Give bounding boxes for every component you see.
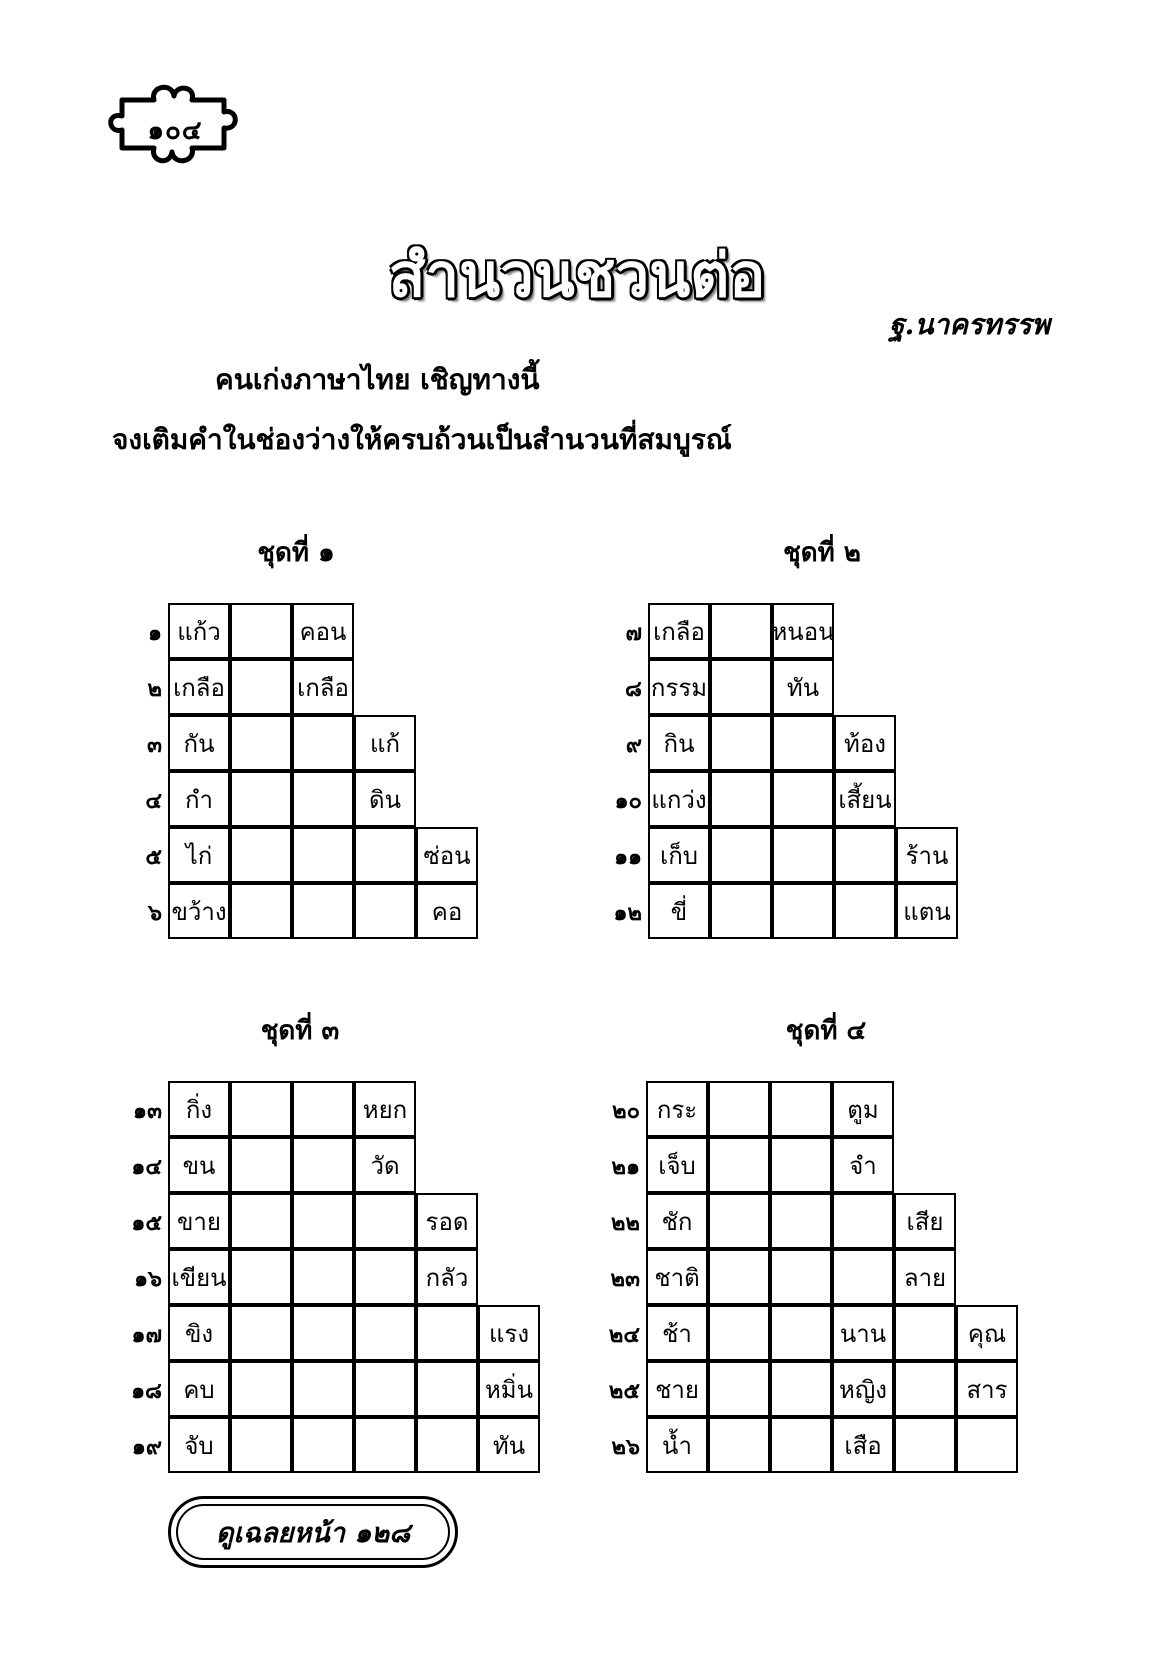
blank-answer-cell[interactable] bbox=[770, 1417, 832, 1473]
word-cell: ดิน bbox=[354, 771, 416, 827]
blank-answer-cell[interactable] bbox=[354, 1417, 416, 1473]
blank-answer-cell[interactable] bbox=[834, 827, 896, 883]
page-number: ๑๐๔ bbox=[147, 116, 203, 146]
blank-answer-cell[interactable] bbox=[708, 1361, 770, 1417]
instruction-line-2: จงเติมคำในช่องว่างให้ครบถ้วนเป็นสำนวนที่สมบูรณ์ bbox=[112, 423, 732, 456]
row-number: ๓ bbox=[146, 732, 162, 758]
row-number: ๑๖ bbox=[134, 1266, 162, 1292]
word-cell: แรง bbox=[478, 1305, 540, 1361]
blank-answer-cell[interactable] bbox=[230, 1081, 292, 1137]
word-cell: เสีย bbox=[894, 1193, 956, 1249]
word-cell: เกลือ bbox=[648, 603, 710, 659]
word-cell: หญิง bbox=[832, 1361, 894, 1417]
set-4-label: ชุดที่ ๔ bbox=[785, 1016, 867, 1046]
blank-answer-cell[interactable] bbox=[772, 771, 834, 827]
word-cell: ขิง bbox=[168, 1305, 230, 1361]
word-cell: จำ bbox=[832, 1137, 894, 1193]
blank-answer-cell[interactable] bbox=[230, 1249, 292, 1305]
blank-answer-cell[interactable] bbox=[710, 827, 772, 883]
blank-answer-cell[interactable] bbox=[832, 1193, 894, 1249]
word-cell: คอน bbox=[292, 603, 354, 659]
word-cell: รอด bbox=[416, 1193, 478, 1249]
blank-answer-cell[interactable] bbox=[710, 603, 772, 659]
blank-answer-cell[interactable] bbox=[772, 883, 834, 939]
blank-answer-cell[interactable] bbox=[230, 1193, 292, 1249]
blank-answer-cell[interactable] bbox=[230, 715, 292, 771]
blank-answer-cell[interactable] bbox=[770, 1137, 832, 1193]
blank-answer-cell[interactable] bbox=[894, 1305, 956, 1361]
blank-answer-cell[interactable] bbox=[710, 659, 772, 715]
word-cell: เจ็บ bbox=[646, 1137, 708, 1193]
word-cell: ไก่ bbox=[168, 827, 230, 883]
blank-answer-cell[interactable] bbox=[292, 827, 354, 883]
blank-answer-cell[interactable] bbox=[354, 1193, 416, 1249]
blank-answer-cell[interactable] bbox=[230, 1417, 292, 1473]
word-cell: กลัว bbox=[416, 1249, 478, 1305]
blank-answer-cell[interactable] bbox=[416, 1305, 478, 1361]
word-cell: เขียน bbox=[168, 1249, 230, 1305]
word-cell: คอ bbox=[416, 883, 478, 939]
blank-answer-cell[interactable] bbox=[770, 1081, 832, 1137]
word-cell: ขน bbox=[168, 1137, 230, 1193]
blank-answer-cell[interactable] bbox=[770, 1361, 832, 1417]
word-cell: หมิ่น bbox=[478, 1361, 540, 1417]
set-2-label: ชุดที่ ๒ bbox=[783, 538, 861, 568]
word-cell: คบ bbox=[168, 1361, 230, 1417]
answer-key-label: ดูเฉลยหน้า ๑๒๘ bbox=[215, 1517, 411, 1549]
blank-answer-cell[interactable] bbox=[710, 883, 772, 939]
blank-answer-cell[interactable] bbox=[292, 715, 354, 771]
blank-answer-cell[interactable] bbox=[772, 827, 834, 883]
word-cell: จับ bbox=[168, 1417, 230, 1473]
blank-answer-cell[interactable] bbox=[292, 1193, 354, 1249]
answer-key-link[interactable] bbox=[168, 1496, 458, 1568]
row-number: ๒๐ bbox=[612, 1098, 640, 1124]
row-number: ๒๕ bbox=[608, 1378, 640, 1404]
word-cell: ซ่อน bbox=[416, 827, 478, 883]
blank-answer-cell[interactable] bbox=[354, 827, 416, 883]
blank-answer-cell[interactable] bbox=[230, 603, 292, 659]
blank-answer-cell[interactable] bbox=[772, 715, 834, 771]
word-cell: น้ำ bbox=[646, 1417, 708, 1473]
word-cell: นาน bbox=[832, 1305, 894, 1361]
word-cell: ตูม bbox=[832, 1081, 894, 1137]
blank-answer-cell[interactable] bbox=[708, 1081, 770, 1137]
row-number: ๑๗ bbox=[131, 1322, 162, 1348]
row-number: ๑๐ bbox=[614, 788, 642, 814]
row-number: ๒๒ bbox=[610, 1210, 640, 1236]
blank-answer-cell[interactable] bbox=[230, 1305, 292, 1361]
blank-answer-cell[interactable] bbox=[292, 771, 354, 827]
blank-answer-cell[interactable] bbox=[416, 1417, 478, 1473]
row-number: ๑๔ bbox=[131, 1154, 162, 1180]
row-number: ๑๘ bbox=[131, 1378, 162, 1404]
blank-answer-cell[interactable] bbox=[292, 1305, 354, 1361]
row-number: ๗ bbox=[625, 620, 642, 646]
blank-answer-cell[interactable] bbox=[770, 1249, 832, 1305]
row-number: ๑๑ bbox=[614, 844, 642, 870]
blank-answer-cell[interactable] bbox=[708, 1249, 770, 1305]
row-number: ๘ bbox=[625, 676, 642, 702]
word-cell: กิน bbox=[648, 715, 710, 771]
word-cell: แก้ว bbox=[168, 603, 230, 659]
word-cell: กัน bbox=[168, 715, 230, 771]
word-cell: ร้าน bbox=[896, 827, 958, 883]
row-number: ๔ bbox=[145, 788, 162, 814]
word-cell: คุณ bbox=[956, 1305, 1018, 1361]
blank-answer-cell[interactable] bbox=[354, 1361, 416, 1417]
blank-answer-cell[interactable] bbox=[354, 1305, 416, 1361]
row-number: ๒๑ bbox=[611, 1154, 640, 1180]
blank-answer-cell[interactable] bbox=[708, 1137, 770, 1193]
word-cell: แกว่ง bbox=[648, 771, 710, 827]
author-name: ฐ.นาครทรรพ bbox=[889, 308, 1050, 341]
word-cell: ชัก bbox=[646, 1193, 708, 1249]
row-number: ๑๙ bbox=[131, 1434, 162, 1460]
row-number: ๑๓ bbox=[132, 1098, 162, 1124]
blank-answer-cell[interactable] bbox=[894, 1361, 956, 1417]
word-cell: ช้า bbox=[646, 1305, 708, 1361]
word-cell: กำ bbox=[168, 771, 230, 827]
word-cell: ขาย bbox=[168, 1193, 230, 1249]
blank-answer-cell[interactable] bbox=[710, 715, 772, 771]
blank-answer-cell[interactable] bbox=[770, 1305, 832, 1361]
blank-answer-cell[interactable] bbox=[708, 1417, 770, 1473]
blank-answer-cell[interactable] bbox=[230, 1361, 292, 1417]
row-number: ๒๓ bbox=[610, 1266, 640, 1292]
blank-answer-cell[interactable] bbox=[292, 1137, 354, 1193]
word-cell: ชาติ bbox=[646, 1249, 708, 1305]
word-cell: สาร bbox=[956, 1361, 1018, 1417]
blank-answer-cell[interactable] bbox=[354, 1249, 416, 1305]
row-number: ๒ bbox=[147, 676, 162, 702]
set-1-label: ชุดที่ ๑ bbox=[257, 538, 335, 568]
blank-answer-cell[interactable] bbox=[834, 883, 896, 939]
blank-answer-cell[interactable] bbox=[708, 1193, 770, 1249]
word-cell: กระ bbox=[646, 1081, 708, 1137]
word-cell: เสี้ยน bbox=[834, 771, 896, 827]
blank-answer-cell[interactable] bbox=[292, 1249, 354, 1305]
word-cell: ทัน bbox=[478, 1417, 540, 1473]
word-cell: ขว้าง bbox=[168, 883, 230, 939]
word-cell: ขี่ bbox=[648, 883, 710, 939]
blank-answer-cell[interactable] bbox=[292, 883, 354, 939]
word-cell: ทัน bbox=[772, 659, 834, 715]
blank-answer-cell[interactable] bbox=[230, 883, 292, 939]
blank-answer-cell[interactable] bbox=[770, 1193, 832, 1249]
word-cell: แตน bbox=[896, 883, 958, 939]
blank-answer-cell[interactable] bbox=[292, 1361, 354, 1417]
row-number: ๙ bbox=[625, 732, 642, 758]
blank-answer-cell[interactable] bbox=[292, 1081, 354, 1137]
word-cell: ท้อง bbox=[834, 715, 896, 771]
word-cell: ลาย bbox=[894, 1249, 956, 1305]
word-cell: หนอน bbox=[772, 603, 834, 659]
puzzle-piece-badge bbox=[104, 78, 246, 170]
word-cell: เก็บ bbox=[648, 827, 710, 883]
word-cell: วัด bbox=[354, 1137, 416, 1193]
page-title: สำนวนชวนต่อ bbox=[388, 241, 766, 311]
row-number: ๕ bbox=[145, 844, 162, 870]
blank-answer-cell[interactable] bbox=[230, 771, 292, 827]
blank-answer-cell[interactable] bbox=[956, 1417, 1018, 1473]
word-cell: เสือ bbox=[832, 1417, 894, 1473]
blank-answer-cell[interactable] bbox=[292, 1417, 354, 1473]
blank-answer-cell[interactable] bbox=[894, 1417, 956, 1473]
row-number: ๑๕ bbox=[131, 1210, 162, 1236]
row-number: ๑ bbox=[148, 620, 162, 646]
row-number: ๒๔ bbox=[608, 1322, 640, 1348]
blank-answer-cell[interactable] bbox=[230, 1137, 292, 1193]
set-3-label: ชุดที่ ๓ bbox=[260, 1016, 340, 1046]
word-cell: ชาย bbox=[646, 1361, 708, 1417]
word-cell: แก้ bbox=[354, 715, 416, 771]
word-cell: เกลือ bbox=[292, 659, 354, 715]
blank-answer-cell[interactable] bbox=[354, 883, 416, 939]
word-cell: เกลือ bbox=[168, 659, 230, 715]
row-number: ๖ bbox=[148, 900, 162, 926]
row-number: ๒๖ bbox=[611, 1434, 640, 1460]
blank-answer-cell[interactable] bbox=[230, 659, 292, 715]
blank-answer-cell[interactable] bbox=[708, 1305, 770, 1361]
blank-answer-cell[interactable] bbox=[832, 1249, 894, 1305]
blank-answer-cell[interactable] bbox=[710, 771, 772, 827]
blank-answer-cell[interactable] bbox=[230, 827, 292, 883]
word-cell: หยก bbox=[354, 1081, 416, 1137]
word-cell: กิ่ง bbox=[168, 1081, 230, 1137]
instruction-line-1: คนเก่งภาษาไทย เชิญทางนี้ bbox=[215, 363, 540, 396]
blank-answer-cell[interactable] bbox=[416, 1361, 478, 1417]
word-cell: กรรม bbox=[648, 659, 710, 715]
row-number: ๑๒ bbox=[613, 900, 642, 926]
